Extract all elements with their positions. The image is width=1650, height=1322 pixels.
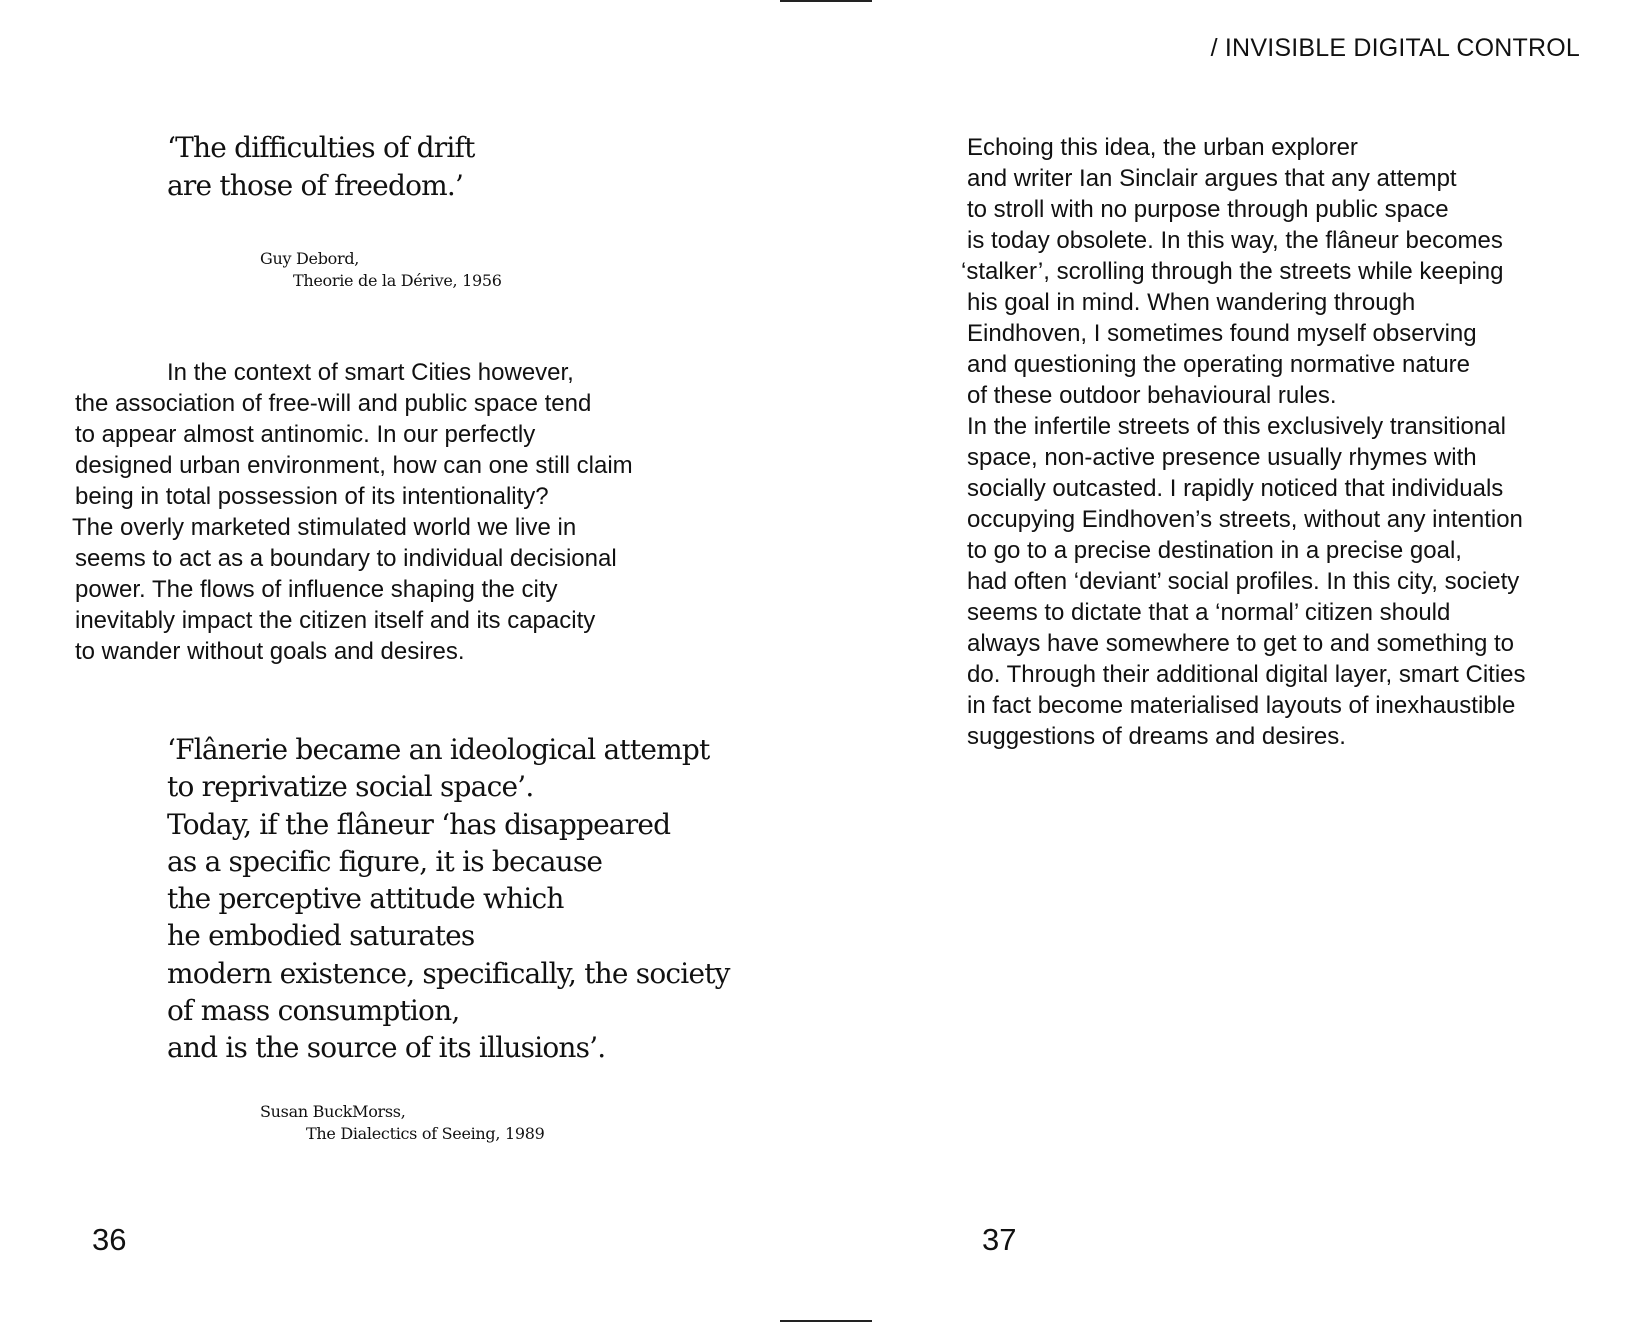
epigraph-attribution-buckmorss bbox=[260, 1101, 544, 1145]
body-line: designed urban environment, how can one still claim bbox=[75, 452, 633, 479]
body-line: inevitably impact the citizen itself and its capacity bbox=[75, 607, 596, 634]
body-line: In the context of smart Cities however, bbox=[167, 359, 574, 386]
body-line: the association of free-will and public space tend bbox=[75, 390, 592, 417]
body-line: power. The flows of influence shaping the city bbox=[75, 576, 558, 603]
body-line: his goal in mind. When wandering through bbox=[967, 289, 1416, 316]
body-line: always have somewhere to get to and something to bbox=[967, 630, 1514, 657]
attribution-author: Guy Debord, bbox=[260, 249, 360, 268]
body-line: Echoing this idea, the urban explorer bbox=[967, 134, 1358, 161]
running-head: / INVISIBLE DIGITAL CONTROL bbox=[1210, 34, 1580, 62]
body-line: and writer Ian Sinclair argues that any attempt bbox=[967, 165, 1457, 192]
page-number-left: 36 bbox=[92, 1222, 127, 1257]
body-line: ‘stalker’, scrolling through the streets while keeping bbox=[961, 258, 1504, 285]
body-line: is today obsolete. In this way, the flâneur becomes bbox=[967, 227, 1503, 254]
epigraph-line: the perceptive attitude which bbox=[167, 882, 564, 916]
attribution-source: Theorie de la Dérive, 1956 bbox=[293, 271, 502, 290]
body-line: had often ‘deviant’ social profiles. In this city, society bbox=[967, 568, 1520, 595]
body-line: of these outdoor behavioural rules. bbox=[967, 382, 1337, 409]
body-line: suggestions of dreams and desires. bbox=[967, 723, 1346, 750]
body-line: to go to a precise destination in a precise goal, bbox=[967, 537, 1462, 564]
epigraph-quote-buckmorss bbox=[167, 731, 730, 1067]
page-number-right: 37 bbox=[982, 1222, 1017, 1257]
body-line: seems to dictate that a ‘normal’ citizen should bbox=[967, 599, 1451, 626]
body-line: The overly marketed stimulated world we live in bbox=[72, 514, 577, 541]
body-line: to wander without goals and desires. bbox=[75, 638, 465, 665]
body-line: to stroll with no purpose through public space bbox=[967, 196, 1449, 223]
epigraph-line: as a specific figure, it is because bbox=[167, 844, 603, 878]
epigraph-attribution-debord bbox=[260, 248, 502, 292]
epigraph-line: ‘The difficulties of drift bbox=[167, 131, 475, 164]
body-line: being in total possession of its intentionality? bbox=[75, 483, 549, 510]
attribution-author: Susan BuckMorss, bbox=[260, 1102, 406, 1121]
attribution-source: The Dialectics of Seeing, 1989 bbox=[306, 1124, 545, 1143]
epigraph-line: ‘Flânerie became an ideological attempt bbox=[167, 733, 710, 766]
epigraph-line: modern existence, specifically, the society bbox=[167, 956, 730, 990]
body-line: and questioning the operating normative nature bbox=[967, 351, 1471, 378]
body-line: occupying Eindhoven’s streets, without any intention bbox=[967, 506, 1523, 533]
body-line: space, non-active presence usually rhymes with bbox=[967, 444, 1477, 471]
body-line: do. Through their additional digital layer, smart Cities bbox=[967, 661, 1526, 688]
epigraph-line: and is the source of its illusions’. bbox=[167, 1031, 606, 1065]
body-line: seems to act as a boundary to individual decisional bbox=[75, 545, 617, 572]
epigraph-line: to reprivatize social space’. bbox=[167, 770, 534, 804]
epigraph-line: of mass consumption, bbox=[167, 994, 460, 1028]
fold-mark-top bbox=[780, 0, 872, 2]
epigraph-line: he embodied saturates bbox=[167, 919, 475, 953]
body-line: to appear almost antinomic. In our perfectly bbox=[75, 421, 536, 448]
epigraph-line: are those of freedom.’ bbox=[167, 169, 464, 202]
epigraph-quote-debord bbox=[167, 129, 475, 205]
body-line: in fact become materialised layouts of inexhaustible bbox=[967, 692, 1516, 719]
body-line: Eindhoven, I sometimes found myself observing bbox=[967, 320, 1477, 347]
body-text-left bbox=[72, 357, 633, 667]
epigraph-line: Today, if the flâneur ‘has disappeared bbox=[167, 807, 671, 841]
body-line: socially outcasted. I rapidly noticed that individuals bbox=[967, 475, 1504, 502]
body-text-right bbox=[961, 132, 1526, 752]
body-line: In the infertile streets of this exclusively transitional bbox=[967, 413, 1506, 440]
